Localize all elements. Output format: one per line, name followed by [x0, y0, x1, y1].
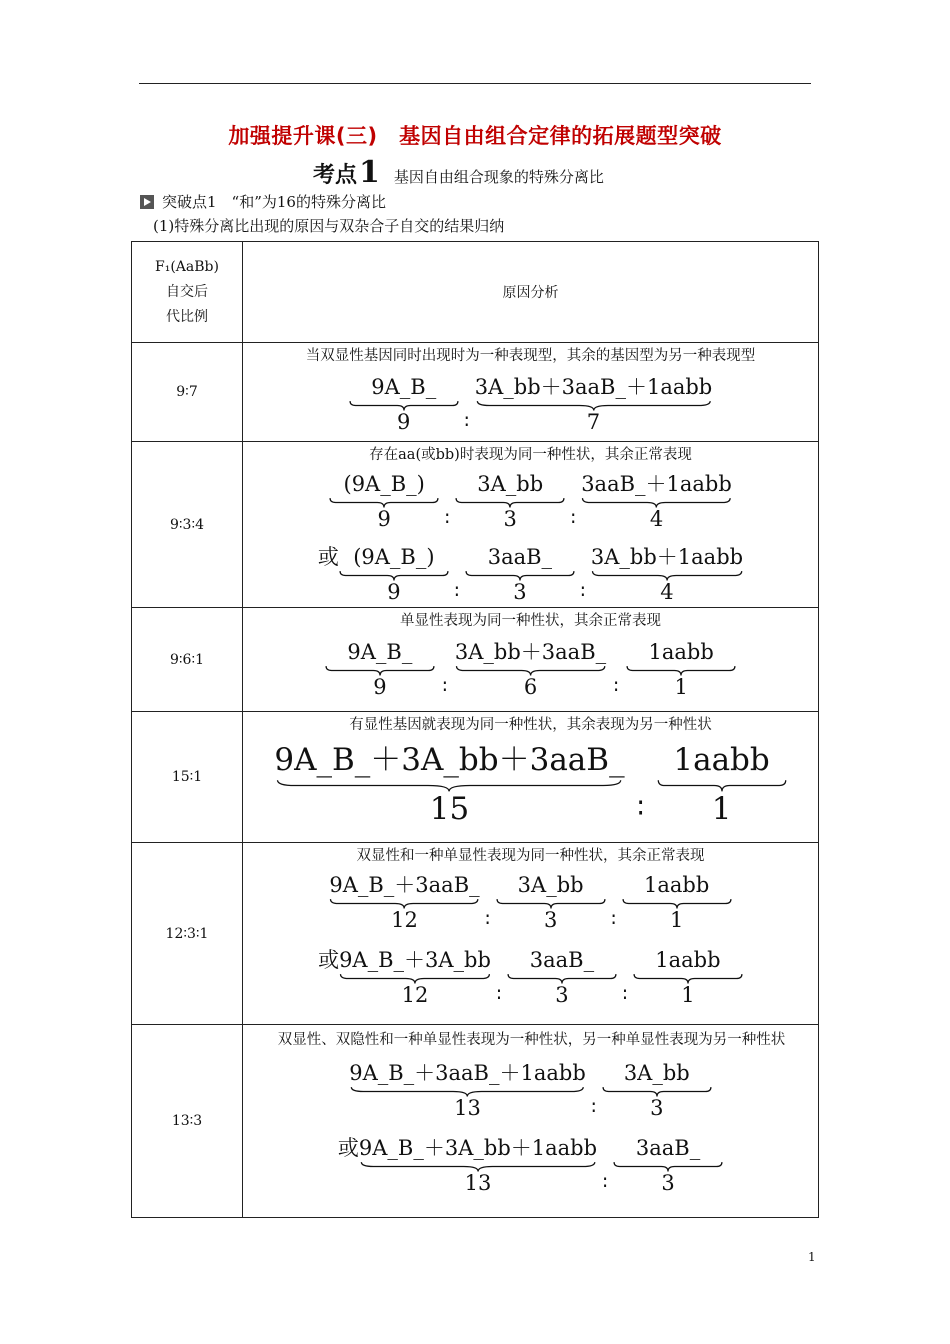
ratio-table: [131, 241, 819, 1218]
phenotype-count: 1: [681, 983, 695, 1007]
phenotype-count: 3: [503, 507, 517, 531]
genotype-group: [359, 1135, 597, 1194]
genotype-terms: 9A_B_＋3A_bb: [339, 948, 491, 972]
phenotype-count: 6: [523, 675, 538, 699]
formula-line: [243, 947, 818, 1006]
table-row: [132, 343, 819, 442]
genotype-terms: 9A_B_＋3aaB_＋1aabb: [349, 1061, 586, 1085]
genotype-terms: 3A_bb＋3aaB_: [454, 640, 607, 664]
row-description: 当双显性基因同时出现时为一种表现型，其余的基因型为另一种表现型: [305, 348, 756, 364]
phenotype-count: 15: [429, 791, 470, 827]
formula-line: [243, 374, 818, 433]
formula-line: [243, 471, 818, 530]
row-description: 存在aa(或bb)时表现为同一种性状，其余正常表现: [369, 447, 692, 463]
ratio-colon: ∶: [622, 984, 628, 1006]
formula-block: [243, 639, 818, 698]
genotype-group: [465, 544, 575, 603]
ratio-colon: ∶: [464, 411, 470, 433]
phenotype-count: 13: [454, 1096, 481, 1120]
ratio-colon: ∶: [442, 676, 448, 698]
ratio-cell: 9∶7: [132, 343, 243, 442]
genotype-group: [339, 947, 491, 1006]
phenotype-count: 9: [377, 507, 391, 531]
genotype-group: [349, 374, 459, 433]
section-number: 1: [359, 155, 380, 190]
genotype-terms: (9A_B_): [353, 545, 435, 569]
formula-line: [243, 1135, 818, 1194]
phenotype-count: 1: [674, 675, 688, 699]
phenotype-count: 12: [401, 983, 429, 1007]
phenotype-count: 3: [650, 1096, 664, 1120]
header-analysis-cell: 原因分析: [243, 242, 819, 343]
genotype-group: [455, 639, 606, 698]
genotype-terms: (9A_B_): [343, 472, 425, 496]
header-line: 代比例: [166, 308, 208, 325]
ratio-cell: 15∶1: [132, 712, 243, 843]
analysis-cell: [243, 608, 819, 712]
genotype-terms: 1aabb: [655, 948, 721, 972]
genotype-terms: 3aaB_: [529, 948, 595, 972]
analysis-cell: [243, 712, 819, 843]
genotype-group: [626, 639, 736, 698]
table-row: [132, 608, 819, 712]
genotype-terms: 9A_B_: [371, 375, 437, 399]
genotype-group: [633, 947, 743, 1006]
ratio-cell: 13∶3: [132, 1025, 243, 1218]
breakthrough-heading: [140, 191, 386, 212]
section-label: 考点: [313, 162, 358, 188]
alternative-prefix: 或: [318, 948, 340, 972]
section-title: 基因自由组合现象的特殊分离比: [393, 168, 604, 186]
phenotype-count: 1: [711, 791, 732, 827]
header-line: 自交后: [166, 283, 208, 300]
row-description: 双显性、双隐性和一种单显性表现为一种性状，另一种单显性表现为另一种性状: [277, 1032, 786, 1048]
genotype-terms: 3aaB_＋1aabb: [581, 472, 732, 496]
genotype-terms: 3A_bb: [517, 873, 584, 897]
genotype-terms: 3A_bb: [477, 472, 544, 496]
row-description: 有显性基因就表现为同一种性状，其余表现为另一种性状: [349, 717, 712, 733]
genotype-terms: 3A_bb＋1aabb: [590, 545, 744, 569]
genotype-group: [274, 741, 624, 826]
phenotype-count: 3: [555, 983, 569, 1007]
formula-line: [243, 1060, 818, 1119]
row-description: 单显性表现为同一种性状，其余正常表现: [400, 613, 661, 629]
phenotype-count: 3: [543, 908, 558, 932]
subheading: (1)特殊分离比出现的原因与双杂合子自交的结果归纳: [153, 217, 505, 235]
play-icon: [140, 195, 154, 209]
header-ratio-cell: [132, 242, 243, 343]
ratio-colon: ∶: [602, 1172, 608, 1194]
analysis-cell: [243, 343, 819, 442]
phenotype-count: 13: [464, 1171, 492, 1195]
phenotype-count: 7: [586, 410, 601, 434]
genotype-group: [622, 872, 732, 931]
formula-line: [243, 741, 818, 826]
ratio-colon: ∶: [637, 793, 645, 824]
genotype-group: [657, 741, 787, 826]
genotype-group: [602, 1060, 712, 1119]
ratio-colon: ∶: [591, 1097, 597, 1119]
analysis-cell: [243, 843, 819, 1025]
genotype-group: [455, 471, 565, 530]
phenotype-count: 9: [397, 410, 411, 434]
genotype-group: [507, 947, 617, 1006]
genotype-terms: 1aabb: [648, 640, 714, 664]
genotype-terms: 3A_bb＋3aaB_＋1aabb: [474, 375, 713, 399]
genotype-terms: 3aaB_: [635, 1136, 701, 1160]
genotype-group: [613, 1135, 723, 1194]
formula-block: [243, 741, 818, 826]
table-row: [132, 442, 819, 608]
page-number: 1: [808, 1250, 816, 1264]
alternative-prefix: 或: [337, 1136, 359, 1160]
analysis-cell: [243, 1025, 819, 1218]
phenotype-count: 4: [660, 580, 674, 604]
ratio-colon: ∶: [485, 909, 491, 931]
genotype-terms: 3aaB_: [487, 545, 553, 569]
genotype-group: [496, 872, 606, 931]
genotype-terms: 1aabb: [643, 873, 710, 897]
genotype-terms: 9A_B_: [347, 640, 413, 664]
formula-block: [243, 471, 818, 603]
breakthrough-text: 突破点1 “和”为16的特殊分离比: [162, 193, 386, 211]
formula-block: [243, 1060, 818, 1194]
phenotype-count: 4: [649, 507, 664, 531]
header-line: F₁(AaBb): [155, 258, 219, 275]
genotype-terms: 9A_B_＋3A_bb＋1aabb: [358, 1136, 598, 1160]
genotype-terms: 9A_B_＋3A_bb＋3aaB_: [274, 742, 625, 778]
alternative-prefix: 或: [317, 545, 339, 569]
ratio-cell: 9∶6∶1: [132, 608, 243, 712]
phenotype-count: 1: [669, 908, 684, 932]
genotype-terms: 1aabb: [673, 742, 770, 778]
phenotype-count: 12: [391, 908, 418, 932]
table-row: [132, 712, 819, 843]
phenotype-count: 3: [513, 580, 527, 604]
table-header-row: [132, 242, 819, 343]
phenotype-count: 9: [387, 580, 401, 604]
genotype-group: [349, 1060, 586, 1119]
ratio-colon: ∶: [613, 676, 619, 698]
formula-block: [243, 872, 818, 1006]
header-rule: [139, 83, 811, 84]
genotype-group: [329, 872, 479, 931]
ratio-colon: ∶: [611, 909, 617, 931]
phenotype-count: 9: [373, 675, 387, 699]
ratio-cell: 12∶3∶1: [132, 843, 243, 1025]
ratio-colon: ∶: [580, 581, 586, 603]
formula-line: [243, 544, 818, 603]
formula-block: [243, 374, 818, 433]
page-title: 加强提升课(三) 基因自由组合定律的拓展题型突破: [228, 124, 722, 148]
genotype-terms: 9A_B_＋3aaB_: [329, 873, 480, 897]
section-heading: [313, 155, 604, 190]
formula-line: [243, 872, 818, 931]
genotype-group: [339, 544, 449, 603]
genotype-group: [581, 471, 732, 530]
genotype-group: [591, 544, 743, 603]
table-row: [132, 1025, 819, 1218]
phenotype-count: 3: [661, 1171, 675, 1195]
ratio-cell: 9∶3∶4: [132, 442, 243, 608]
genotype-group: [325, 639, 435, 698]
ratio-colon: ∶: [444, 508, 450, 530]
genotype-group: [329, 471, 439, 530]
ratio-colon: ∶: [454, 581, 460, 603]
table-row: [132, 843, 819, 1025]
analysis-cell: [243, 442, 819, 608]
formula-line: [243, 639, 818, 698]
genotype-group: [475, 374, 713, 433]
ratio-colon: ∶: [496, 984, 502, 1006]
ratio-colon: ∶: [570, 508, 576, 530]
genotype-terms: 3A_bb: [623, 1061, 690, 1085]
row-description: 双显性和一种单显性表现为同一种性状，其余正常表现: [356, 848, 705, 864]
